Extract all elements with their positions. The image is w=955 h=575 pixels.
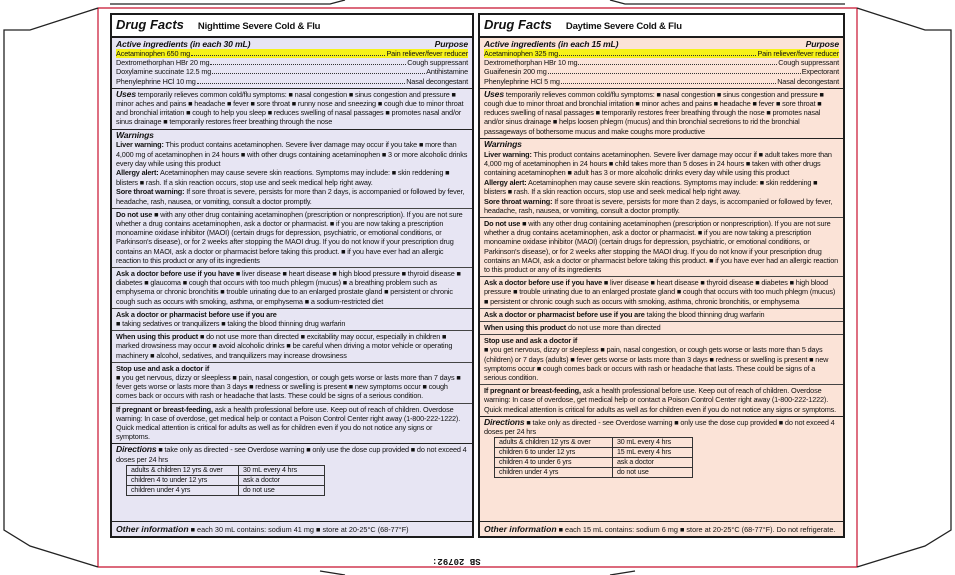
dose: 30 mL every 4 hrs [613,438,693,448]
age-group: children 4 to under 6 yrs [495,458,613,468]
pregnancy-section [112,404,472,445]
directions-section [112,444,472,499]
liver-warning-label: Liver warning: [116,140,164,150]
age-group: children 4 to under 12 yrs [127,475,239,485]
age-group: adults & children 12 yrs & over [495,438,613,448]
ingredient-name: Dextromethorphan HBr 20 mg [116,58,210,68]
table-row [127,485,325,495]
liver-warning-text: This product contains acetaminophen. Severe liver damage may occur if you take ■ more than 4,000 mg of acetaminophen in 24 hours ■ with other drugs containing acetaminophen ■ 3 or more alcoholic drinks every day while using this product [116,140,468,168]
allergy-alert-text: Acetaminophen may cause severe skin reactions. Symptoms may include: ■ skin reddening ■ blisters ■ rash. If a skin reaction occurs, stop use and seek medical help right away. [116,168,450,187]
nighttime-drug-facts-panel [110,13,474,538]
pregnancy-text: ask a health professional before use. Keep out of reach of children. Overdose warning: In case of overdose, get medical help or contact a Poison Control Center right away (1-800-222-1222). Quick medical attention is critical for adults as well as for children even if you do not notice any signs or symptoms. [484,386,837,414]
ask-pharmacist-text: ■ taking sedatives or tranquilizers ■ taking the blood thinning drug warfarin [116,318,346,328]
warnings-heading: Warnings [116,129,154,140]
ingredient-name: Guaifenesin 200 mg [484,67,547,77]
panel-header [480,15,843,38]
stop-use-section [480,335,843,385]
dose: do not use [613,468,693,478]
stop-use-label: Stop use and ask a doctor if [116,363,210,373]
age-group: adults & children 12 yrs & over [127,465,239,475]
stop-use-section [112,363,472,404]
dose: ask a doctor [239,475,325,485]
liver-warning-text: This product contains acetaminophen. Severe liver damage may occur if ■ adult takes more than 4,000 mg of acetaminophen in 24 hours ■ child takes more than 5 doses in 24 hours ■ taken with other drugs containing acetaminophen ■ adult has 3 or more alcoholic drinks every day while using this product [484,149,832,177]
uses-heading: Uses [116,88,136,99]
table-row [495,468,693,478]
ask-doctor-section [112,268,472,309]
do-not-use-label: Do not use [116,209,153,219]
table-row [127,475,325,485]
dose: ask a doctor [613,458,693,468]
ingredient-name: Phenylephrine HCl 10 mg [116,76,196,86]
ask-pharmacist-label: Ask a doctor or pharmacist before use if you are [484,309,645,319]
panel-header [112,15,472,38]
dose: 30 mL every 4 hrs [239,465,325,475]
dose: 15 mL every 4 hrs [613,448,693,458]
active-ingredients-heading: Active ingredients (in each 30 mL) [116,39,251,49]
age-group: children under 4 yrs [127,485,239,495]
ask-doctor-label: Ask a doctor before use if you have [484,278,603,288]
directions-heading: Directions [116,444,157,455]
uses-text: temporarily relieves common cold/flu symptoms: ■ nasal congestion ■ sinus congestion and pressure ■ cough due to minor throat and bronchial irritation ■ minor aches and pains ■ headache ■ fever ■ sore throat ■ reduces swelling of nasal passages ■ temporarily restores freer breathing through the nose ■ promotes nasal and/or sinus drainage ■ helps loosen phlegm (mucus) and thin bronchial secretions to rid the bronchial passageways of bothersome mucus and make coughs more productive [484,89,824,136]
when-using-section [112,331,472,363]
ask-pharmacist-text: taking the blood thinning drug warfarin [646,309,765,319]
active-ingredient-row [116,67,468,76]
drug-facts-title: Drug Facts [116,17,184,32]
warnings-section [480,139,843,218]
table-row [127,465,325,475]
directions-heading: Directions [484,416,525,427]
ingredient-name: Dextromethorphan HBr 10 mg [484,58,578,68]
other-information-section [480,521,843,536]
other-information-text: ■ each 15 mL contains: sodium 6 mg ■ store at 20-25°C (68-77°F). Do not refrigerate. [558,525,836,534]
active-ingredient-row [484,49,839,58]
allergy-alert-label: Allergy alert: [116,168,159,178]
other-information-heading: Other information [484,524,557,534]
ingredient-purpose: Pain reliever/fever reducer [757,49,839,58]
when-using-text: ■ do not use more than directed ■ excitability may occur, especially in children ■ marked drowsiness may occur ■ avoid alcoholic drinks ■ be careful when driving a motor vehicle or operating machinery ■ alcohol, sedatives, and tranquilizers may increase drowsiness [116,332,453,360]
active-ingredients-heading: Active ingredients (in each 15 mL) [484,39,619,49]
ask-doctor-text: ■ liver disease ■ heart disease ■ thyroid disease ■ diabetes ■ high blood pressure ■ trouble urinating due to an enlarged prostate gland ■ cough that occurs with too much phlegm (mucus) ■ persistent or chronic cough such as occurs with smoking, asthma, chronic bronchitis, or emphysema [484,278,836,306]
when-using-section [480,322,843,335]
active-ingredients-section [112,38,472,89]
ingredient-purpose: Nasal decongestant [777,76,839,86]
ingredient-purpose: Pain reliever/fever reducer [386,49,468,58]
pregnancy-label: If pregnant or breast-feeding, [484,386,581,396]
lot-code: SB 20792: [432,556,481,566]
other-information-text: ■ each 30 mL contains: sodium 41 mg ■ store at 20-25°C (68-77°F) [190,525,409,534]
stop-use-label: Stop use and ask a doctor if [484,336,578,346]
pregnancy-label: If pregnant or breast-feeding, [116,404,213,414]
directions-text: ■ take only as directed - see Overdose warning ■ only use the dose cup provided ■ do not exceed 4 doses per 24 hrs [484,417,835,437]
ingredient-purpose: Cough suppressant [407,58,468,68]
ask-doctor-label: Ask a doctor before use if you have [116,268,235,278]
ask-pharmacist-section [112,309,472,331]
ingredient-purpose: Nasal decongestant [406,76,468,86]
warnings-heading: Warnings [484,138,522,149]
do-not-use-text: ■ with any other drug containing acetaminophen (prescription or nonprescription). If you are not sure whether a drug contains acetaminophen, ask a doctor or pharmacist. ■ if you are now taking a prescription monoamine oxidase inhibitor (MAOI) (certain drugs for depression, psychiatric, or emotional conditions, or Parkinson's disease), or for 2 weeks after stopping the MAOI drug. If you do not know if your prescription drug contains an MAOI, ask a doctor or pharmacist before taking this product. ■ if you have ever had an allergic reaction to this product or any of its ingredients [484,218,839,274]
dosage-table [494,437,693,478]
allergy-alert-label: Allergy alert: [484,177,527,187]
pregnancy-section [480,385,843,417]
active-ingredient-row [484,77,839,86]
ingredient-purpose: Cough suppressant [778,58,839,68]
do-not-use-text: ■ with any other drug containing acetaminophen (prescription or nonprescription). If you are not sure whether a drug contains acetaminophen, ask a doctor or pharmacist. ■ if you are now taking a prescription monoamine oxidase inhibitor (MAOI) (certain drugs for depression, psychiatric, or emotional conditions, or Parkinson's disease), or for 2 weeks after stopping the MAOI drug. If you do not know if your prescription drug contains an MAOI, ask a doctor or pharmacist before taking this product. ■ if you have ever had an allergic reaction to this product or any of its ingredients [116,209,463,265]
stop-use-text: ■ you get nervous, dizzy or sleepless ■ pain, nasal congestion, or cough gets worse or lasts more than 7 days ■ fever gets worse or lasts more than 3 days ■ redness or swelling is present ■ new symptoms occur ■ cough comes back or occurs with rash or headache that lasts. These could be signs of a serious condition. [116,373,461,401]
allergy-alert-text: Acetaminophen may cause severe skin reactions. Symptoms may include: ■ skin reddening ■ blisters ■ rash. If a skin reaction occurs, stop use and seek medical help right away. [484,177,818,196]
ingredient-purpose: Antihistamine [426,67,468,77]
ask-doctor-section [480,277,843,309]
ingredient-name: Phenylephrine HCl 5 mg [484,76,560,86]
uses-section [112,89,472,130]
sore-throat-label: Sore throat warning: [484,196,553,206]
active-ingredient-row [116,49,468,58]
table-row [495,448,693,458]
product-name: Nighttime Severe Cold & Flu [197,21,321,32]
ingredient-name: Doxylamine succinate 12.5 mg [116,67,212,77]
dosage-table [126,465,325,496]
other-information-section [112,521,472,536]
do-not-use-label: Do not use [484,218,521,228]
active-ingredient-row [484,58,839,67]
age-group: children 6 to under 12 yrs [495,448,613,458]
when-using-label: When using this product [484,322,567,332]
product-name: Daytime Severe Cold & Flu [565,21,682,32]
purpose-heading: Purpose [434,39,468,49]
uses-section [480,89,843,139]
uses-heading: Uses [484,88,504,99]
active-ingredient-row [484,67,839,76]
active-ingredient-row [116,77,468,86]
ingredient-name: Acetaminophen 325 mg [484,49,559,58]
purpose-heading: Purpose [805,39,839,49]
when-using-text: do not use more than directed [567,322,661,332]
ask-pharmacist-section [480,309,843,322]
sore-throat-label: Sore throat warning: [116,187,185,197]
sore-throat-text: If sore throat is severe, persists for more than 2 days, is accompanied or followed by fever, headache, rash, nausea, or vomiting, consult a doctor promptly. [484,196,833,215]
stop-use-text: ■ you get nervous, dizzy or sleepless ■ pain, nasal congestion, or cough gets worse or lasts more than 5 days (children) or 7 days (adults) ■ fever gets worse or lasts more than 3 days ■ redness or swelling is present ■ new symptoms occur ■ cough comes back or occurs with rash or headache that lasts. These could be signs of a serious condition. [484,345,829,382]
dose: do not use [239,485,325,495]
active-ingredients-section [480,38,843,89]
drug-facts-title: Drug Facts [484,17,552,32]
active-ingredient-row [116,58,468,67]
ingredient-name: Acetaminophen 650 mg [116,49,191,58]
directions-text: ■ take only as directed - see Overdose warning ■ only use the dose cup provided ■ do not exceed 4 doses per 24 hrs [116,445,467,464]
age-group: children under 4 yrs [495,468,613,478]
ask-pharmacist-label: Ask a doctor or pharmacist before use if you are [116,309,277,319]
ask-doctor-text: ■ liver disease ■ heart disease ■ high blood pressure ■ thyroid disease ■ diabetes ■ glaucoma ■ cough that occurs with too much phlegm (mucus) ■ a breathing problem such as emphysema or chronic bronchitis ■ trouble urinating due to an enlarged prostate gland ■ persistent or chronic cough such as occurs with smoking, asthma, or emphysema ■ a sodium-restricted diet [116,268,461,306]
liver-warning-label: Liver warning: [484,149,532,159]
uses-text: temporarily relieves common cold/flu symptoms: ■ nasal congestion ■ sinus congestion and pressure ■ minor aches and pains ■ headache ■ fever ■ sore throat ■ runny nose and sneezing ■ cough due to minor throat and bronchial irritation ■ cough to help you sleep ■ reduces swelling of nasal passages ■ promotes nasal and/or sinus drainage ■ temporarily restores freer breathing through the nose [116,89,464,127]
pregnancy-text: ask a health professional before use. Keep out of reach of children. Overdose warning: In case of overdose, get medical help or contact a Poison Control Center right away (1-800-222-1222). Quick medical attention is critical for adults as well as for children even if you do not notice any signs or symptoms. [116,404,461,442]
daytime-drug-facts-panel [478,13,845,538]
other-information-heading: Other information [116,524,189,534]
table-row [495,458,693,468]
do-not-use-section [480,218,843,277]
directions-section [480,417,843,482]
do-not-use-section [112,209,472,268]
table-row [495,438,693,448]
when-using-label: When using this product [116,332,199,342]
sore-throat-text: If sore throat is severe, persists for more than 2 days, is accompanied or followed by fever, headache, rash, nausea, or vomiting, consult a doctor promptly. [116,187,465,206]
warnings-section [112,130,472,209]
ingredient-purpose: Expectorant [801,67,839,77]
